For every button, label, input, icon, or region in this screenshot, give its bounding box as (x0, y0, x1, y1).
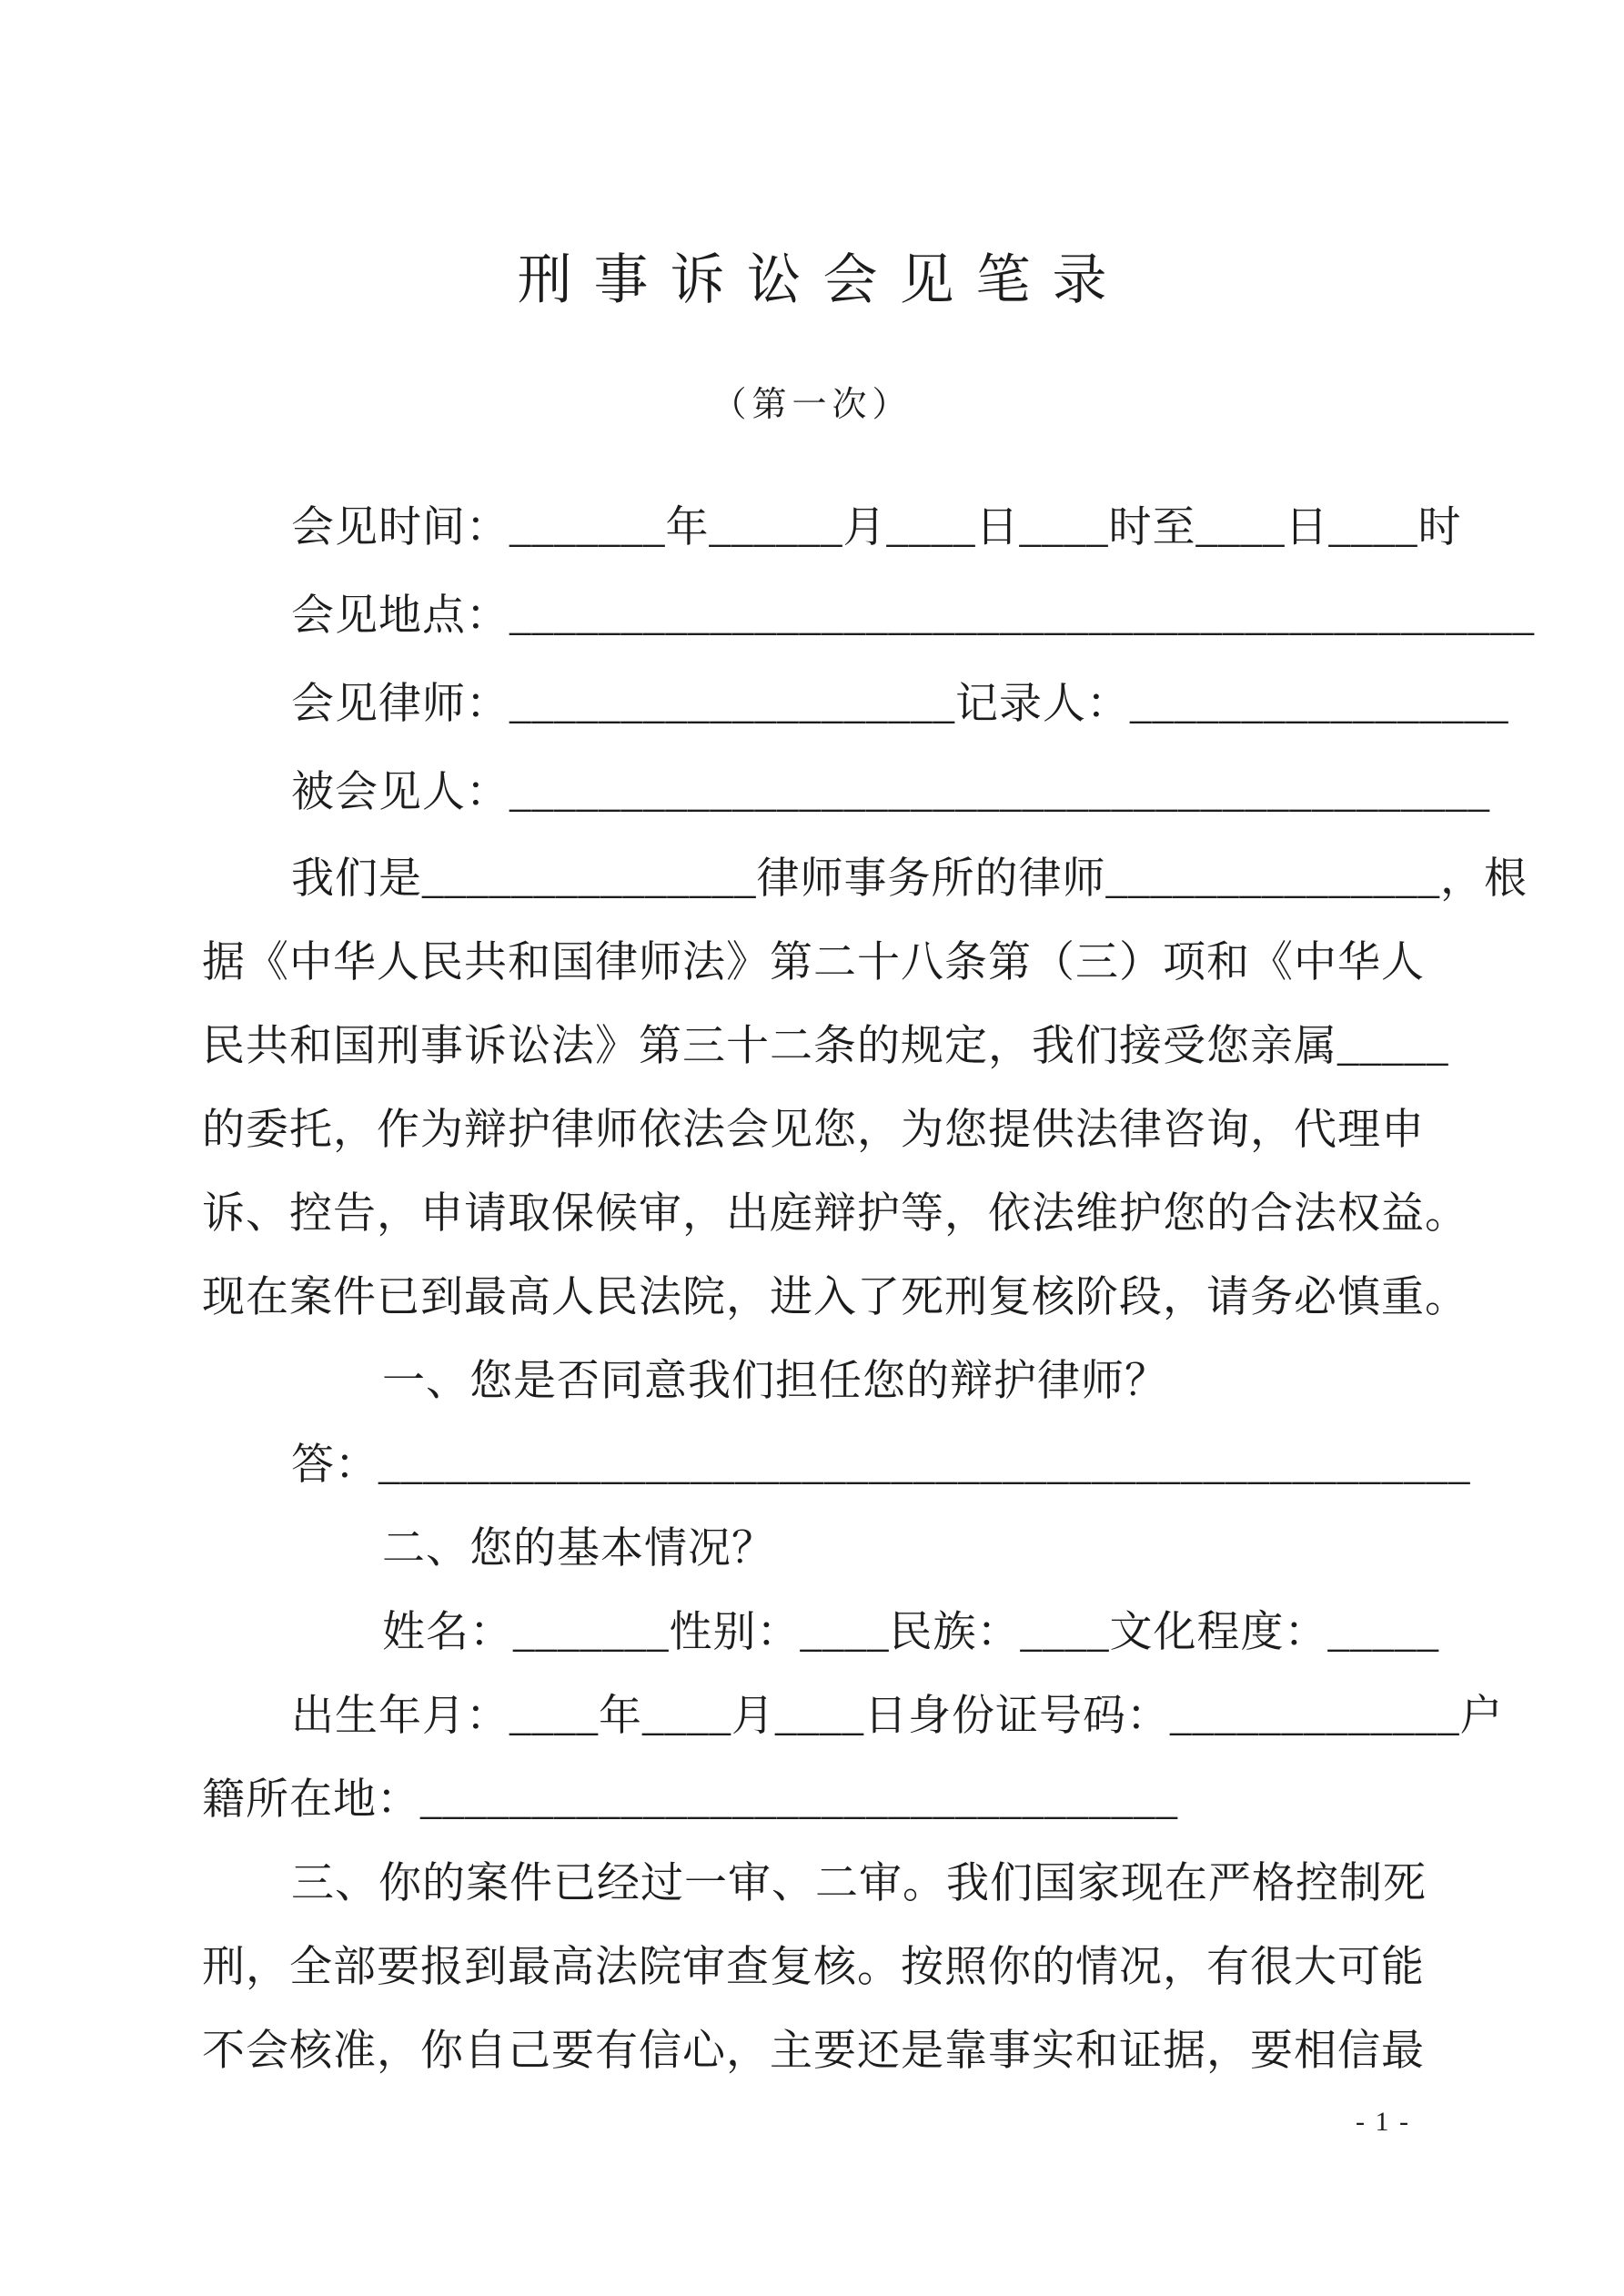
question-2-fields-residence: 籍所在地：__________________________________ (202, 1776, 1178, 1824)
question-3-line-1: 三、你的案件已经过一审、二审。我们国家现在严格控制死 (291, 1860, 1427, 1907)
intro-paragraph-line-6: 现在案件已到最高人民法院，进入了死刑复核阶段，请务必慎重。 (202, 1274, 1468, 1321)
field-meeting-place: 会见地点：______________________________________________ (291, 592, 1535, 640)
document-subtitle: （第一次） (711, 386, 913, 424)
question-2-fields-birth-id: 出生年月：____年____月____日身份证号码：_____________户 (291, 1693, 1504, 1740)
intro-paragraph-line-3: 民共和国刑事诉讼法》第三十二条的规定，我们接受您亲属_____ (202, 1023, 1449, 1070)
question-2-fields-name-sex: 姓名：_______性别：____民族：____文化程度：_____ (382, 1609, 1439, 1656)
intro-paragraph-line-5: 诉、控告，申请取保候审，出庭辩护等，依法维护您的合法权益。 (202, 1190, 1468, 1238)
intro-paragraph-line-2: 据《中华人民共和国律师法》第二十八条第（三）项和《中华人 (202, 939, 1425, 986)
question-3-line-3: 不会核准，你自己要有信心，主要还是靠事实和证据，要相信最 (202, 2028, 1425, 2075)
document-title: 刑事诉讼会见笔录 (517, 250, 1129, 310)
field-interviewee: 被会见人：____________________________________________ (291, 769, 1490, 816)
intro-paragraph-line-1: 我们是_______________律师事务所的律师_______________，根 (291, 855, 1528, 903)
question-2: 二、您的基本情况？ (382, 1525, 775, 1573)
field-meeting-time: 会见时间：_______年______月____日____时至____日____时 (291, 504, 1462, 551)
field-meeting-lawyer: 会见律师：____________________记录人：_________________ (291, 681, 1509, 728)
page-number: - 1 - (1356, 2107, 1410, 2137)
question-3-line-2: 刑，全部要报到最高法院审查复核。按照你的情况，有很大可能 (202, 1944, 1425, 1991)
question-1: 一、您是否同意我们担任您的辩护律师？ (382, 1358, 1168, 1405)
document-body (0, 484, 1624, 2093)
answer-1-blank: 答：_________________________________________________ (291, 1441, 1471, 1489)
intro-paragraph-line-4: 的委托，作为辩护律师依法会见您，为您提供法律咨询，代理申 (202, 1107, 1425, 1154)
